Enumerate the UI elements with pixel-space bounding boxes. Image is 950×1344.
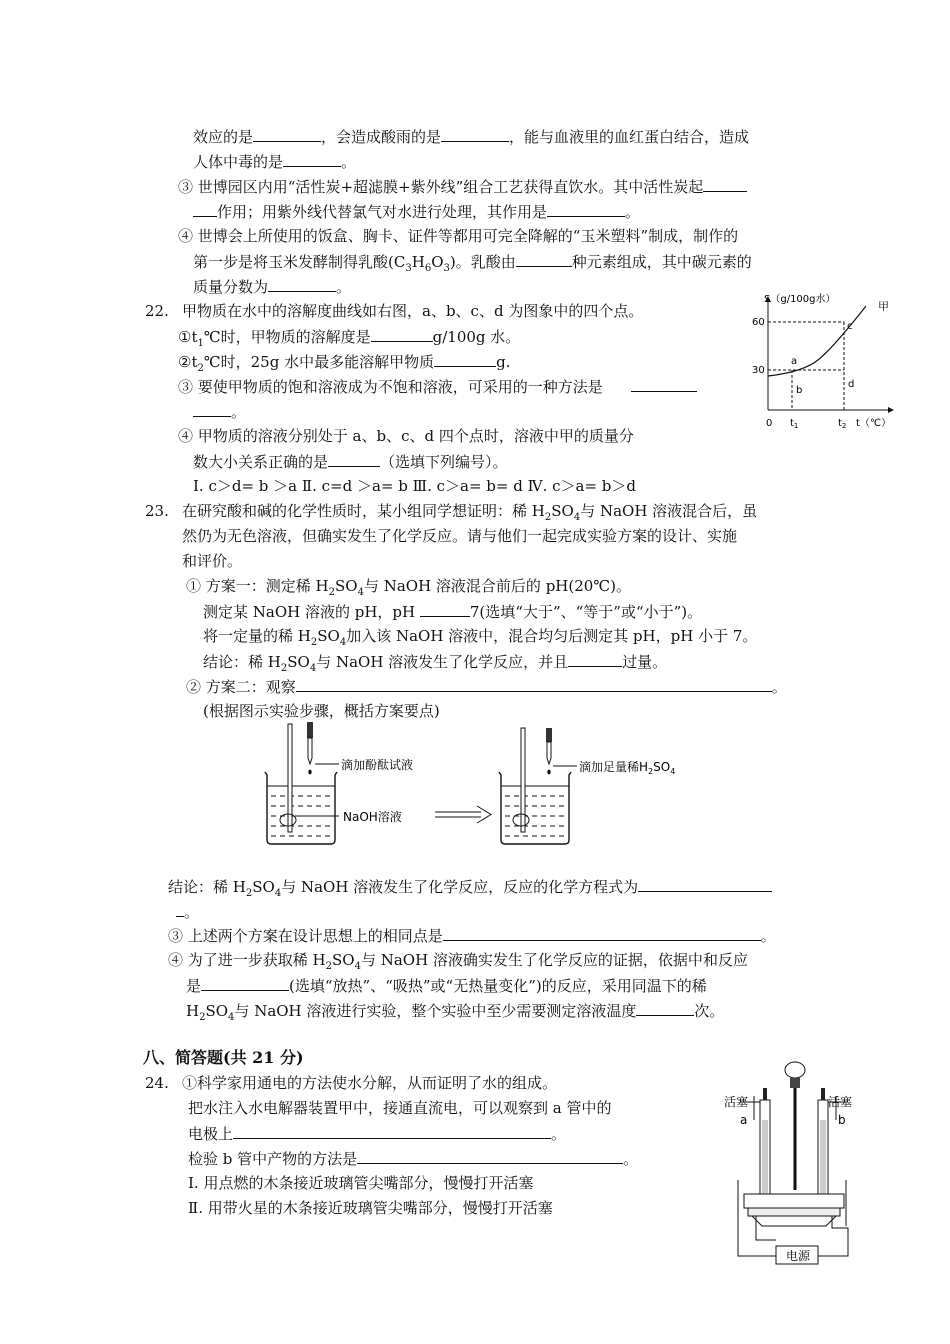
answer-blank[interactable]	[568, 651, 622, 667]
answer-blank[interactable]	[638, 876, 772, 892]
q21-line3: ③ 世博园区内用“活性炭+超滤膜+紫外线”组合工艺获得直饮水。其中活性炭起	[178, 176, 747, 197]
solubility-graph	[748, 290, 898, 440]
q23-line8: ② 方案二：观察 。	[186, 678, 787, 696]
answer-blank[interactable]	[233, 1123, 551, 1139]
label-tube-a: a	[740, 1113, 748, 1127]
q22-line4: ③ 要使甲物质的饱和溶液成为不饱和溶液，可采用的一种方法是	[178, 376, 697, 397]
answer-blank[interactable]	[516, 251, 572, 267]
q23-line5: 测定某 NaOH 溶液的 pH，pH 7(选填“大于”、“等于”或“小于”)。	[203, 603, 703, 621]
answer-blank[interactable]	[441, 126, 509, 142]
answer-blank[interactable]	[357, 1148, 623, 1164]
answer-blank[interactable]	[371, 326, 433, 342]
q24-number: 24.	[145, 1074, 169, 1092]
q24-option-2: Ⅱ. 用带火星的木条接近玻璃管尖嘴部分，慢慢打开活塞	[188, 1199, 553, 1217]
q23-line3: 和评价。	[182, 552, 243, 570]
answer-blank[interactable]	[547, 201, 625, 217]
x-axis-arrow	[888, 407, 894, 413]
point-d: d	[848, 379, 855, 390]
answer-blank[interactable]	[283, 151, 341, 167]
q22-line3: $②t_2℃$时，25g 水中最多能溶解甲物质 g.	[178, 353, 511, 374]
q24-option-1: Ⅰ. 用点燃的木条接近玻璃管尖嘴部分，慢慢打开活塞	[188, 1174, 534, 1192]
answer-blank[interactable]	[201, 975, 289, 991]
q23-line1: 在研究酸和碱的化学性质时，某小组同学想证明：稀 $H_2SO_4$与 NaOH 溶液混合后，虽	[182, 502, 758, 523]
answer-blank[interactable]	[636, 1000, 694, 1016]
glass-rod	[288, 724, 292, 832]
answer-blank[interactable]	[193, 201, 217, 217]
q22-line6: ④ 甲物质的溶液分别处于 a、b、c、d 四个点时，溶液中甲的质量分	[178, 427, 634, 445]
q23-line11: 。	[176, 901, 199, 922]
q23-line6: 将一定量的稀 $H_2SO_4$加入该 NaOH 溶液中，混合均匀后测定其 pH，pH 小于 7。	[203, 627, 758, 648]
q21-line2: 人体中毒的是 。	[193, 153, 357, 171]
q24-line3: 电极上 。	[188, 1125, 567, 1143]
answer-blank[interactable]	[703, 176, 747, 192]
q23-line14: 是 (选填“放热”、“吸热”或“无热量变化”)的反应，采用同温下的稀	[186, 977, 707, 995]
q22-options: Ⅰ. c＞d= b ＞a Ⅱ. c=d ＞a= b Ⅲ. c＞a= b= d Ⅳ. c＞a= b＞d	[193, 477, 636, 495]
q22-line2: $①t_1℃$时，甲物质的溶解度是 g/100g 水。	[178, 328, 521, 349]
q24-line4: 检验 b 管中产物的方法是 。	[188, 1150, 639, 1168]
point-a: a	[791, 356, 798, 367]
beaker-left	[265, 722, 337, 844]
answer-blank[interactable]	[253, 126, 321, 142]
curve-name: 甲	[878, 300, 889, 313]
solubility-curve	[768, 306, 866, 376]
answer-blank[interactable]	[443, 925, 761, 941]
q21-line5: ④ 世博会上所使用的饭盒、胸卡、证件等都用可完全降解的“玉米塑料”制成，制作的	[178, 227, 739, 245]
label-naoh-solution: NaOH溶液	[343, 810, 402, 824]
answer-blank[interactable]	[420, 601, 470, 617]
tick-60: 60	[752, 317, 765, 328]
q23-line4: ① 方案一：测定稀 $H_2SO_4$与 NaOH 溶液混合前后的 pH(20℃)。	[186, 577, 631, 598]
q22-line5: 。	[193, 401, 246, 422]
q21-line1: 效应的是 ，会造成酸雨的是 ，能与血液里的血红蛋白结合，造成	[193, 128, 750, 146]
tick-t1: $t_1$	[790, 418, 799, 430]
answer-blank[interactable]	[268, 276, 336, 292]
tick-30: 30	[752, 365, 765, 376]
label-phenolphthalein: 滴加酚酞试液	[341, 758, 414, 772]
point-c: c	[847, 321, 853, 332]
q23-line9: (根据图示实验步骤，概括方案要点)	[203, 702, 440, 720]
electrolyzer-apparatus	[718, 1060, 868, 1270]
q23-line15: $H_2SO_4$与 NaOH 溶液进行实验，整个实验中至少需要测定溶液温度 次。	[186, 1002, 725, 1023]
label-valve-right: 活塞	[828, 1095, 853, 1109]
q21-line7: 质量分数为 。	[193, 278, 352, 296]
origin-label: 0	[766, 418, 773, 429]
q24-line2: 把水注入水电解器装置甲中，接通直流电，可以观察到 a 管中的	[188, 1099, 612, 1117]
q22-line1: 甲物质在水中的溶解度曲线如右图，a、b、c、d 为图象中的四个点。	[182, 302, 644, 320]
dropper-bulb	[307, 722, 313, 738]
beaker-right	[499, 728, 571, 844]
label-valve-left: 活塞	[724, 1095, 749, 1109]
q23-line13: ④ 为了进一步获取稀 $H_2SO_4$与 NaOH 溶液确实发生了化学反应的证据，依据中和反应	[168, 951, 748, 972]
q21-line6: 第一步是将玉米发酵制得乳酸$(C_3H_6O_3)$。乳酸由 种元素组成，其中碳元素的	[193, 253, 752, 274]
q22-line7: 数大小关系正确的是 （选填下列编号）。	[193, 453, 508, 471]
section-heading: 八、简答题(共 21 分)	[143, 1048, 304, 1067]
q23-line12: ③ 上述两个方案在设计思想上的相同点是 。	[168, 927, 776, 945]
answer-blank[interactable]	[176, 901, 184, 917]
y-axis-label: S（g/100g水）	[764, 294, 836, 305]
q22-number: 22.	[145, 302, 169, 320]
answer-blank[interactable]	[296, 676, 772, 692]
base-clamp	[744, 1194, 844, 1208]
x-axis-label: t（℃）	[856, 418, 892, 429]
q21-line4: 作用；用紫外线代替氯气对水进行处理，其作用是 。	[193, 201, 640, 222]
q23-line10: 结论：稀 $H_2SO_4$与 NaOH 溶液发生了化学反应，反应的化学方程式为	[168, 876, 772, 897]
tick-t2: $t_2$	[838, 418, 847, 430]
label-tube-b: b	[838, 1113, 846, 1127]
q23-line2: 然仍为无色溶液，但确实发生了化学反应。请与他们一起完成实验方案的设计、实施	[182, 527, 738, 545]
transform-arrow	[435, 806, 491, 823]
answer-blank[interactable]	[434, 351, 496, 367]
point-b: b	[796, 385, 803, 396]
answer-blank[interactable]	[328, 451, 380, 467]
reservoir-bulb	[785, 1062, 805, 1078]
label-add-sulfuric: 滴加足量稀$H_2SO_4$	[579, 760, 676, 776]
answer-blank[interactable]	[193, 401, 231, 417]
q23-number: 23.	[145, 502, 169, 520]
answer-blank[interactable]	[631, 376, 697, 392]
q23-line7: 结论：稀 $H_2SO_4$与 NaOH 溶液发生了化学反应，并且 过量。	[203, 653, 668, 674]
titration-apparatus	[255, 720, 705, 850]
label-power: 电源	[786, 1249, 811, 1263]
q24-line1: ①科学家用通电的方法使水分解，从而证明了水的组成。	[182, 1074, 558, 1092]
